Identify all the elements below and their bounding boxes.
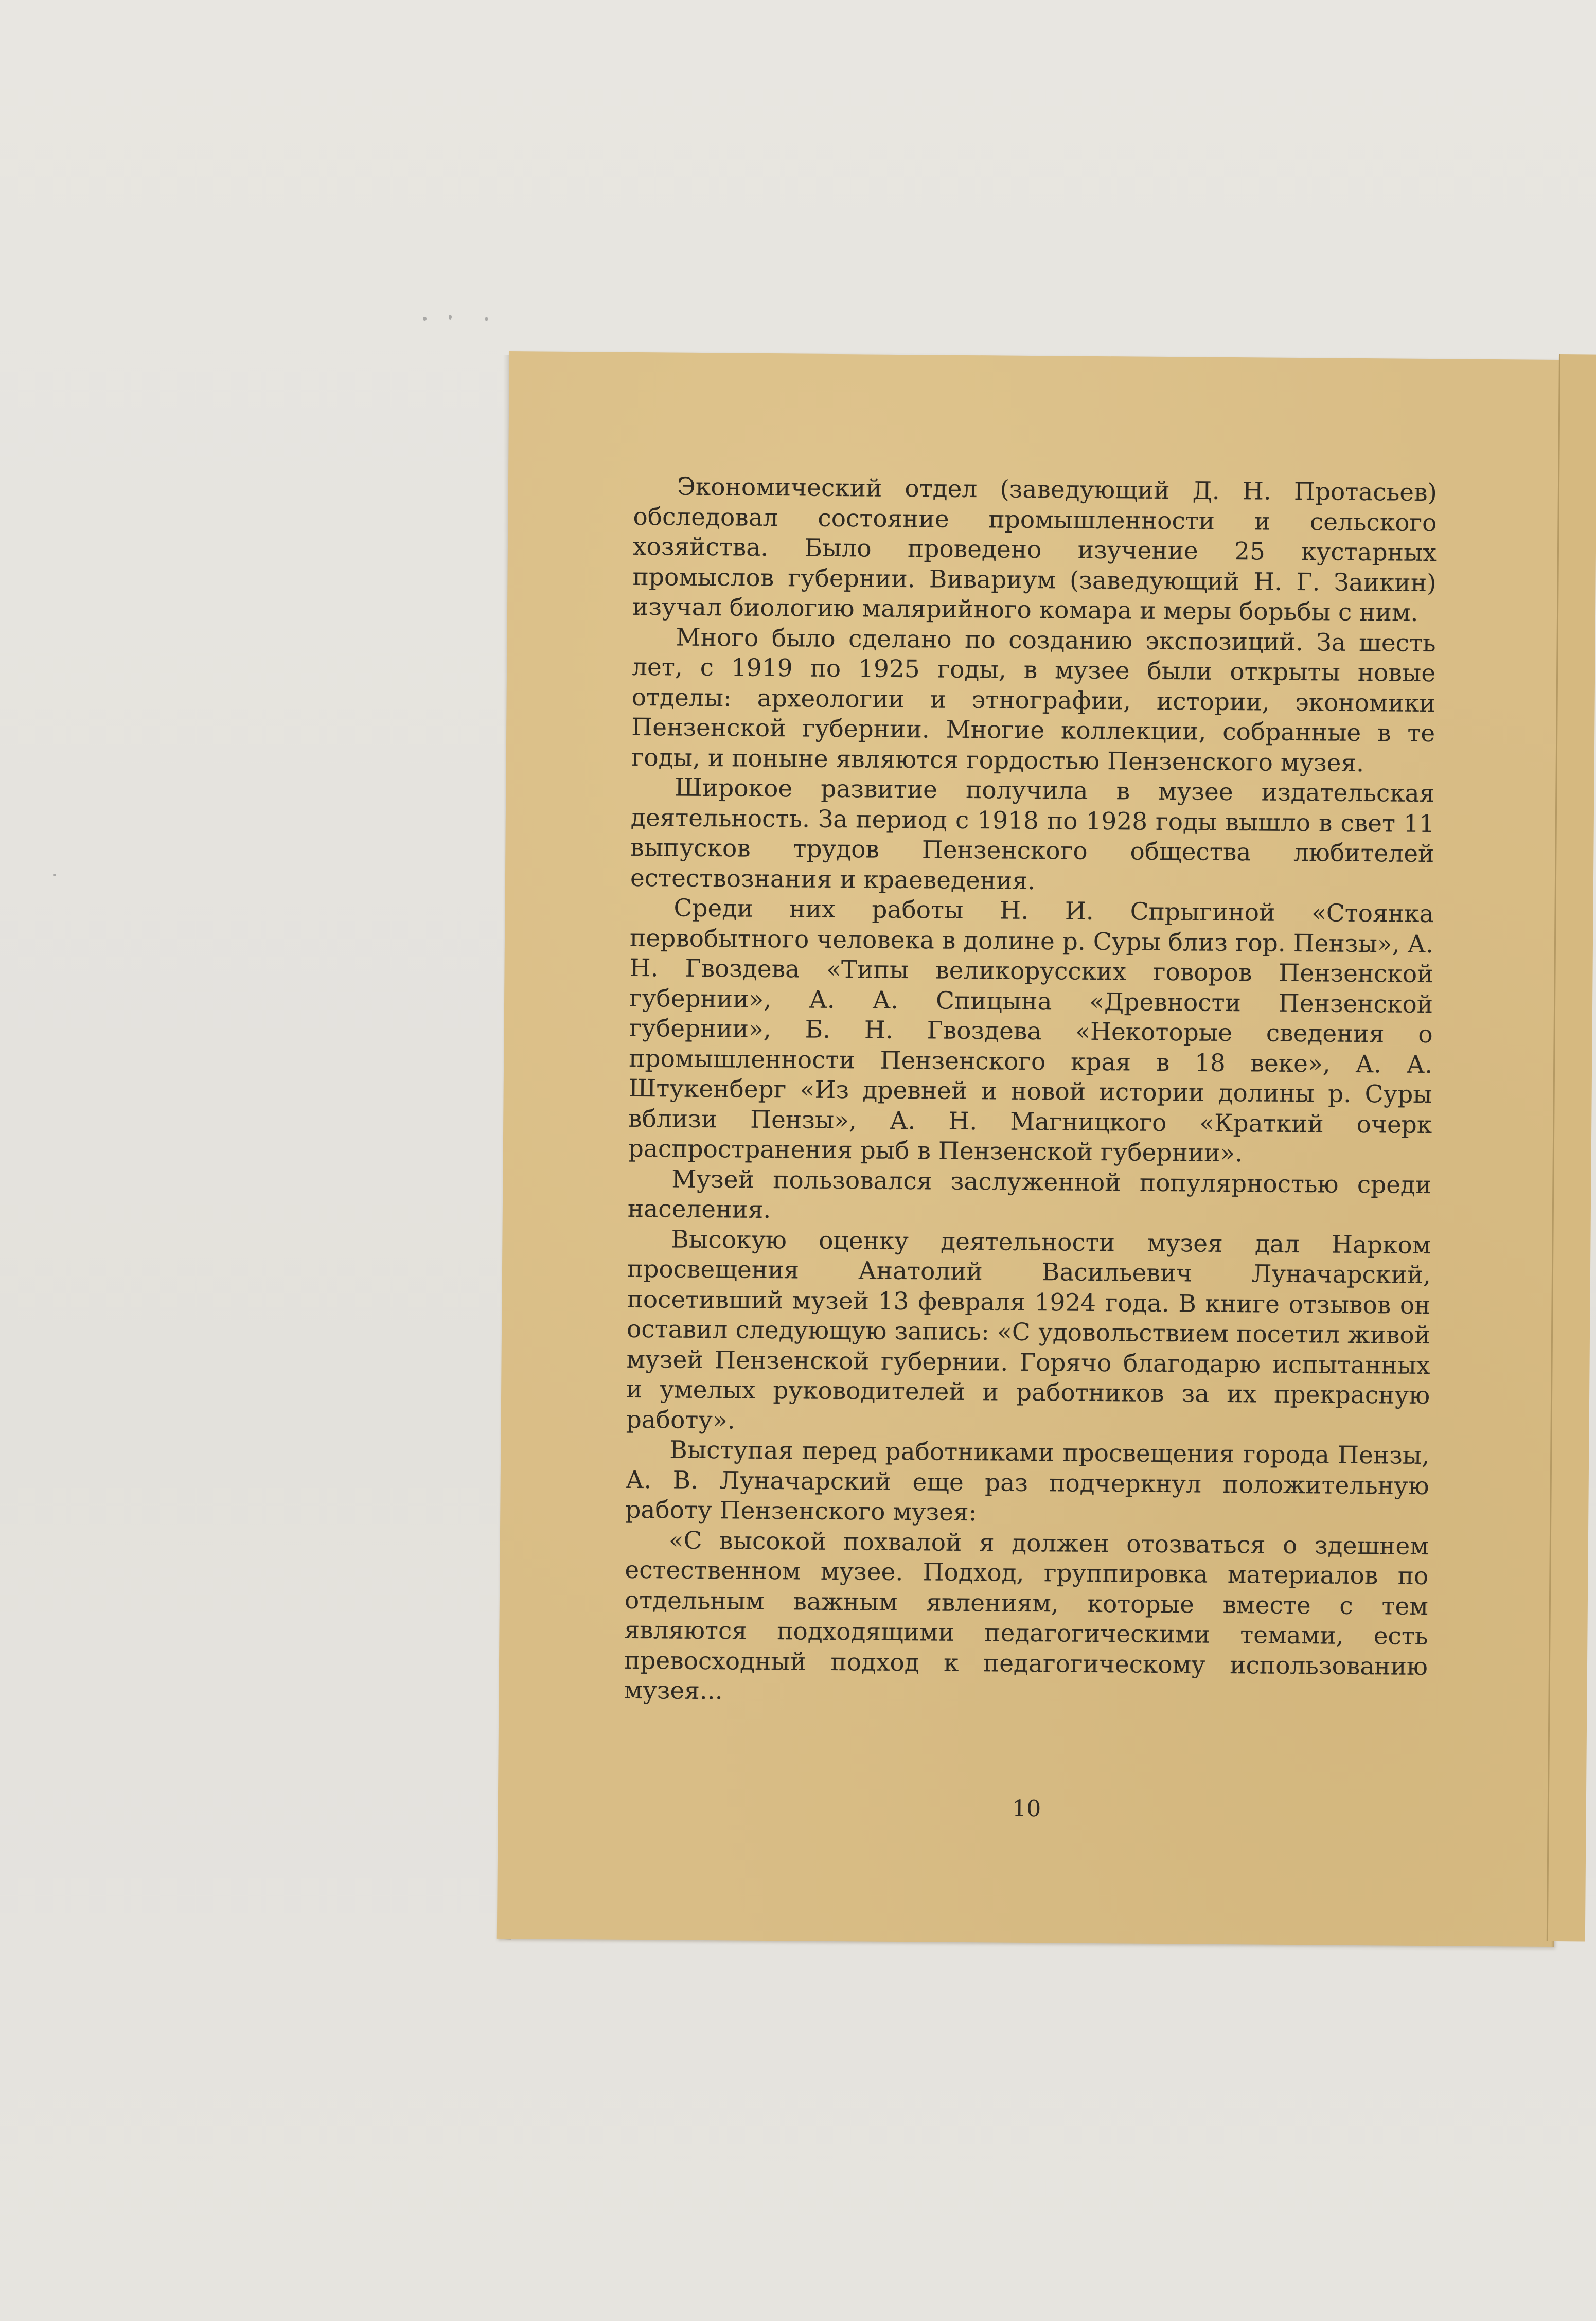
paragraph-works-list: Среди них работы Н. И. Спрыгиной «Стоянка первобытного человека в долине р. Суры близ гор. Пензы», А. Н. Гвоздева «Типы великорусских говоров Пензенской губернии», А. А. Спицына «Древности Пензенской губернии», Б. Н. Гвоздева «Некоторые сведения о промышленности Пензенского края в 18 веке», А. А. Штукенберг «Из древней и новой истории долины р. Суры вблизи Пензы», А. Н. Магницкого «Краткий очерк распространения рыб в Пензенской губернии». (628, 894, 1434, 1168)
dust-speck (53, 874, 56, 876)
dust-speck (449, 315, 452, 320)
page-number: 10 (1012, 1795, 1041, 1822)
paragraph-quote: «С высокой похвалой я должен отозваться о здешнем естественном музее. Подход, группировка материалов по отдельным важным явлениям, которые вместе с тем являются подходящими педагогическими темами, есть превосходный подход к педагогическому использованию музея... (624, 1526, 1429, 1706)
paragraph-publishing: Широкое развитие получила в музее издательская деятельность. За период с 1918 по 1928 годы вышло в свет 11 выпусков трудов Пензенского общества любителей естествознания и краеведения. (630, 773, 1435, 895)
paragraph-lunacharsky-visit: Высокую оценку деятельности музея дал Нарком просвещения Анатолий Васильевич Луначарский, посетивший музей 13 февраля 1924 года. В книге отзывов он оставил следующую запись: «С удовольствием посетил живой музей Пензенской губернии. Горячо благодарю испытанных и умелых руководителей и работников за их прекрасную работу». (626, 1225, 1431, 1435)
paragraph-expositions: Много было сделано по созданию экспозиций. За шесть лет, с 1919 по 1925 годы, в музее были открыты новые отделы: археологии и этнографии, истории, экономики Пензенской губернии. Многие коллекции, собранные в те годы, и поныне являются гордостью Пензенского музея. (631, 623, 1436, 777)
paragraph-lunacharsky-speech: Выступая перед работниками просвещения города Пензы, А. В. Луначарский еще раз подчеркнул положительную работу Пензенского музея: (625, 1436, 1430, 1527)
paragraph-popularity: Музей пользовался заслуженной популярностью среди населения. (627, 1165, 1432, 1225)
paragraph-economic-department: Экономический отдел (заведующий Д. Н. Протасьев) обследовал состояние промышленности и сельского хозяйства. Было проведено изучение 25 кустарных промыслов губернии. Вивариум (заведующий Н. Г. Заикин) изучал биологию малярийного комара и меры борьбы с ним. (632, 472, 1438, 627)
dust-speck (423, 317, 427, 321)
body-text (624, 472, 1437, 1712)
document-page (497, 351, 1567, 1947)
dust-speck (485, 317, 488, 321)
